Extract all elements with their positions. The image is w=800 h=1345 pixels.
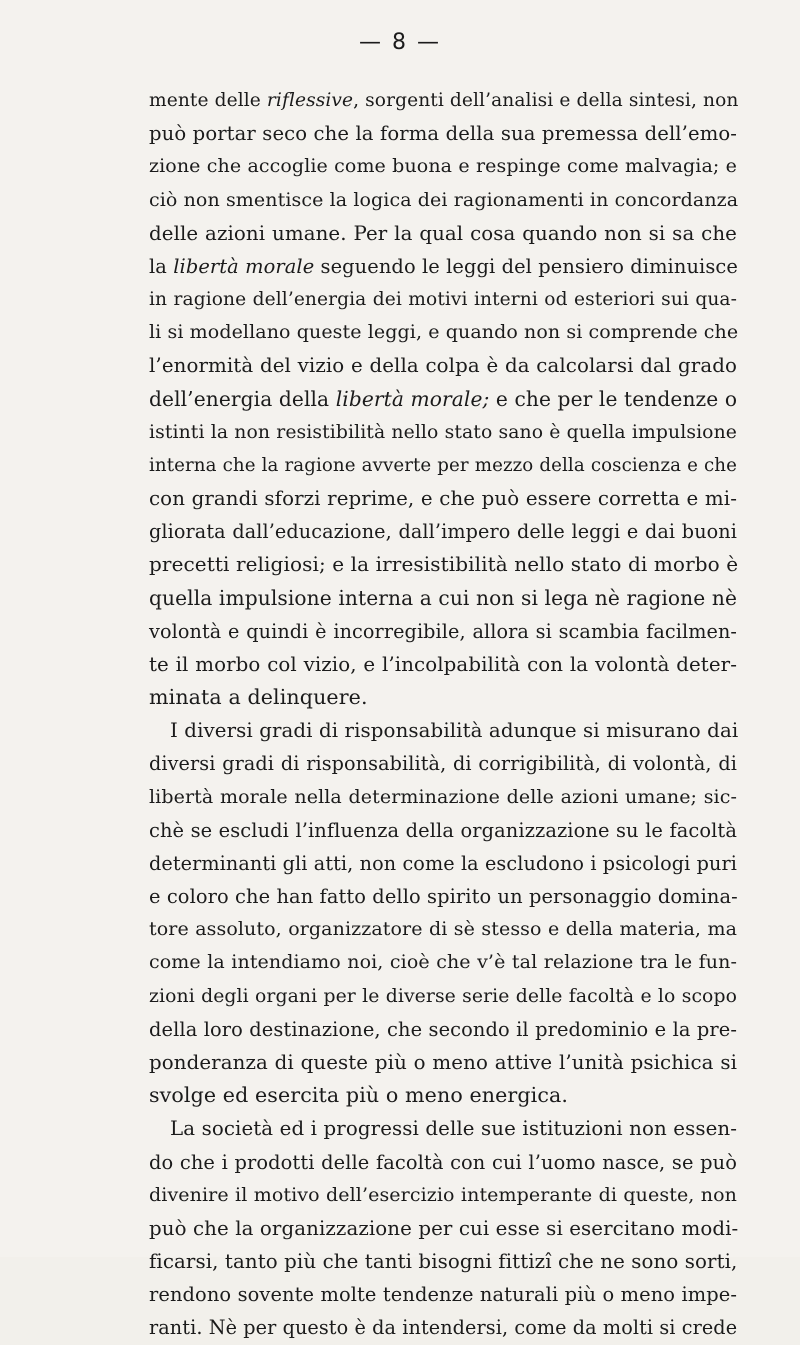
text-line xyxy=(149,880,737,913)
text-segment: volontà e quindi è incorregibile, allora si scambia facilmen- xyxy=(149,619,737,643)
text-segment: minata a delinquere. xyxy=(149,685,368,710)
text-line xyxy=(149,1013,737,1046)
text-segment: do che i prodotti delle facoltà con cui l’uomo nasce, se può xyxy=(149,1150,737,1174)
text-segment: istinti la non resistibilità nello stato sano è quella impulsione xyxy=(149,421,737,443)
text-segment: come la intendiamo noi, cioè che v’è tal relazione tra le fun- xyxy=(149,951,737,974)
text-line xyxy=(149,449,737,482)
text-segment: mente delle xyxy=(149,90,267,111)
text-line xyxy=(149,913,737,946)
text-segment: ficarsi, tanto più che tanti bisogni fittizî che ne sono sorti, xyxy=(149,1250,738,1274)
text-segment: zione che accoglie come buona e respinge come malvagia; e xyxy=(149,155,737,178)
text-line xyxy=(149,217,737,250)
text-segment: , sorgenti dell’analisi e della sintesi, non xyxy=(353,90,739,111)
text-segment: e che per le tendenze o xyxy=(489,386,738,411)
text-line xyxy=(149,184,737,217)
text-segment: delle azioni umane. Per la qual cosa quando non si sa che xyxy=(149,221,737,245)
text-segment: zioni degli organi per le diverse serie delle facoltà e lo scopo xyxy=(149,985,737,1007)
text-line xyxy=(149,1112,737,1145)
text-line xyxy=(149,316,737,349)
page-number: — 8 — xyxy=(359,30,441,55)
text-line xyxy=(149,1278,737,1311)
text-segment: diversi gradi di risponsabilità, di corrigibilità, di volontà, di xyxy=(149,752,737,776)
text-line xyxy=(149,714,737,747)
text-segment: gliorata dall’educazione, dall’impero delle leggi e dai buoni xyxy=(149,520,737,544)
text-segment: con grandi sforzi reprime, e che può essere corretta e mi- xyxy=(149,487,737,511)
text-line xyxy=(149,548,737,581)
text-segment: divenire il motivo dell’esercizio intemperante di queste, non xyxy=(149,1183,737,1206)
text-line xyxy=(149,814,737,847)
italic-term: libertà morale xyxy=(173,254,315,278)
text-segment: interna che la ragione avverte per mezzo della coscienza e che xyxy=(149,454,737,476)
text-line xyxy=(149,648,737,681)
text-line xyxy=(149,1179,737,1212)
text-line xyxy=(149,1311,737,1344)
text-segment: della loro destinazione, che secondo il predominio e la pre- xyxy=(149,1017,737,1041)
text-segment: ranti. Nè per questo è da intendersi, come da molti si crede xyxy=(149,1316,738,1340)
text-line xyxy=(149,1079,737,1112)
text-segment: seguendo le leggi del pensiero diminuisce xyxy=(314,254,738,278)
text-segment: può che la organizzazione per cui esse si esercitano modi- xyxy=(149,1216,739,1240)
text-segment: l’enormità del vizio e della colpa è da calcolarsi dal grado xyxy=(149,354,737,378)
text-segment: quella impulsione interna a cui non si lega nè ragione nè xyxy=(149,585,737,610)
body-text xyxy=(149,84,737,1345)
text-line xyxy=(149,515,737,548)
text-segment: I diversi gradi di risponsabilità adunque si misurano dai xyxy=(170,719,739,743)
text-segment: te il morbo col vizio, e l’incolpabilità con la volontà deter- xyxy=(149,652,737,676)
text-line xyxy=(149,349,737,382)
text-line xyxy=(149,1245,737,1278)
text-line xyxy=(149,980,737,1013)
text-line xyxy=(149,1146,737,1179)
text-line xyxy=(149,150,737,183)
text-line xyxy=(149,117,737,150)
text-segment: chè se escludi l’influenza della organizzazione su le facoltà xyxy=(149,818,737,842)
text-line xyxy=(149,84,737,117)
text-line xyxy=(149,482,737,515)
text-segment: li si modellano queste leggi, e quando non si comprende che xyxy=(149,321,739,344)
text-line xyxy=(149,283,737,316)
text-segment: ciò non smentisce la logica dei ragionamenti in concordanza xyxy=(149,188,739,211)
text-segment: determinanti gli atti, non come la escludono i psicologi puri xyxy=(149,851,737,875)
text-segment: dell’energia della xyxy=(149,386,336,411)
text-line xyxy=(149,681,737,714)
text-segment: La società ed i progressi delle sue istituzioni non essen- xyxy=(170,1117,737,1141)
text-line xyxy=(149,250,737,283)
text-segment: in ragione dell’energia dei motivi interni od esteriori sui qua- xyxy=(149,289,737,311)
text-segment: e coloro che han fatto dello spirito un personaggio domina- xyxy=(149,885,738,909)
text-segment: svolge ed esercita più o meno energica. xyxy=(149,1083,568,1108)
text-line xyxy=(149,416,737,449)
text-line xyxy=(149,383,737,416)
text-line xyxy=(149,946,737,979)
text-segment: tore assoluto, organizzatore di sè stesso e della materia, ma xyxy=(149,918,737,941)
text-line xyxy=(149,615,737,648)
text-line xyxy=(149,1212,737,1245)
text-line xyxy=(149,781,737,814)
text-segment: ponderanza di queste più o meno attive l’unità psichica si xyxy=(149,1050,737,1074)
text-line xyxy=(149,1046,737,1079)
italic-term: riflessive xyxy=(266,90,354,111)
italic-term: libertà morale; xyxy=(335,386,490,411)
text-segment: rendono sovente molte tendenze naturali più o meno impe- xyxy=(149,1283,737,1307)
text-segment: la xyxy=(149,254,174,278)
text-line xyxy=(149,847,737,880)
text-segment: può portar seco che la forma della sua premessa dell’emo- xyxy=(149,122,737,146)
text-segment: precetti religiosi; e la irresistibilità nello stato di morbo è xyxy=(149,552,739,577)
text-segment: libertà morale nella determinazione delle azioni umane; sic- xyxy=(149,785,737,808)
text-line xyxy=(149,582,737,615)
text-line xyxy=(149,747,737,780)
